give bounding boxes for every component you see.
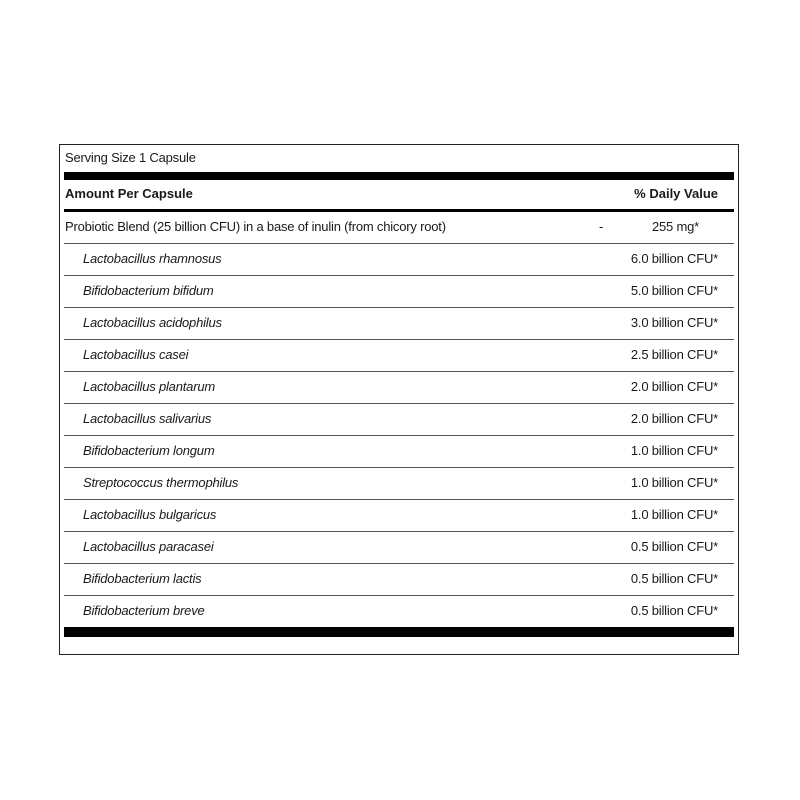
ingredient-row [64, 596, 734, 627]
serving-size: Serving Size 1 Capsule [65, 150, 196, 165]
ingredient-amount: 5.0 billion CFU* [630, 283, 718, 298]
ingredient-amount: 1.0 billion CFU* [630, 475, 718, 490]
ingredient-name: Bifidobacterium breve [83, 603, 205, 618]
ingredient-name: Bifidobacterium lactis [83, 571, 202, 586]
ingredient-row [64, 532, 734, 564]
ingredient-row [64, 244, 734, 276]
ingredient-amount: 2.5 billion CFU* [630, 347, 718, 362]
ingredient-amount: 2.0 billion CFU* [630, 411, 718, 426]
amount-per-capsule-header: Amount Per Capsule [65, 186, 193, 201]
ingredient-row [64, 372, 734, 404]
ingredient-row [64, 564, 734, 596]
ingredient-name: Lactobacillus acidophilus [83, 315, 222, 330]
thick-divider-bottom [64, 627, 734, 637]
ingredient-name: Lactobacillus casei [83, 347, 189, 362]
ingredient-name: Lactobacillus salivarius [83, 411, 212, 426]
blend-dash: - [599, 219, 604, 234]
ingredient-name: Lactobacillus rhamnosus [83, 251, 222, 266]
ingredient-amount: 6.0 billion CFU* [630, 251, 718, 266]
ingredient-amount: 2.0 billion CFU* [630, 379, 718, 394]
table-header [60, 180, 738, 209]
ingredient-row [64, 404, 734, 436]
supplement-facts-panel [59, 144, 739, 655]
thick-divider-top [64, 172, 734, 180]
ingredient-name: Bifidobacterium bifidum [83, 283, 214, 298]
ingredient-row [64, 436, 734, 468]
ingredient-row [64, 276, 734, 308]
ingredient-amount: 3.0 billion CFU* [630, 315, 718, 330]
ingredient-list [64, 212, 734, 627]
ingredient-name: Lactobacillus paracasei [83, 539, 214, 554]
ingredient-amount: 0.5 billion CFU* [630, 571, 718, 586]
ingredient-row [64, 468, 734, 500]
ingredient-amount: 0.5 billion CFU* [630, 539, 718, 554]
ingredient-name: Lactobacillus plantarum [83, 379, 215, 394]
ingredient-name: Bifidobacterium longum [83, 443, 215, 458]
blend-name: Probiotic Blend (25 billion CFU) in a base of inulin (from chicory root) [65, 219, 446, 234]
blend-row [64, 212, 734, 244]
daily-value-header: % Daily Value [634, 186, 718, 201]
ingredient-name: Lactobacillus bulgaricus [83, 507, 217, 522]
ingredient-row [64, 500, 734, 532]
ingredient-amount: 0.5 billion CFU* [630, 603, 718, 618]
ingredient-amount: 1.0 billion CFU* [630, 443, 718, 458]
ingredient-row [64, 340, 734, 372]
ingredient-name: Streptococcus thermophilus [83, 475, 239, 490]
blend-amount: 255 mg* [651, 219, 699, 234]
ingredient-amount: 1.0 billion CFU* [630, 507, 718, 522]
ingredient-row [64, 308, 734, 340]
